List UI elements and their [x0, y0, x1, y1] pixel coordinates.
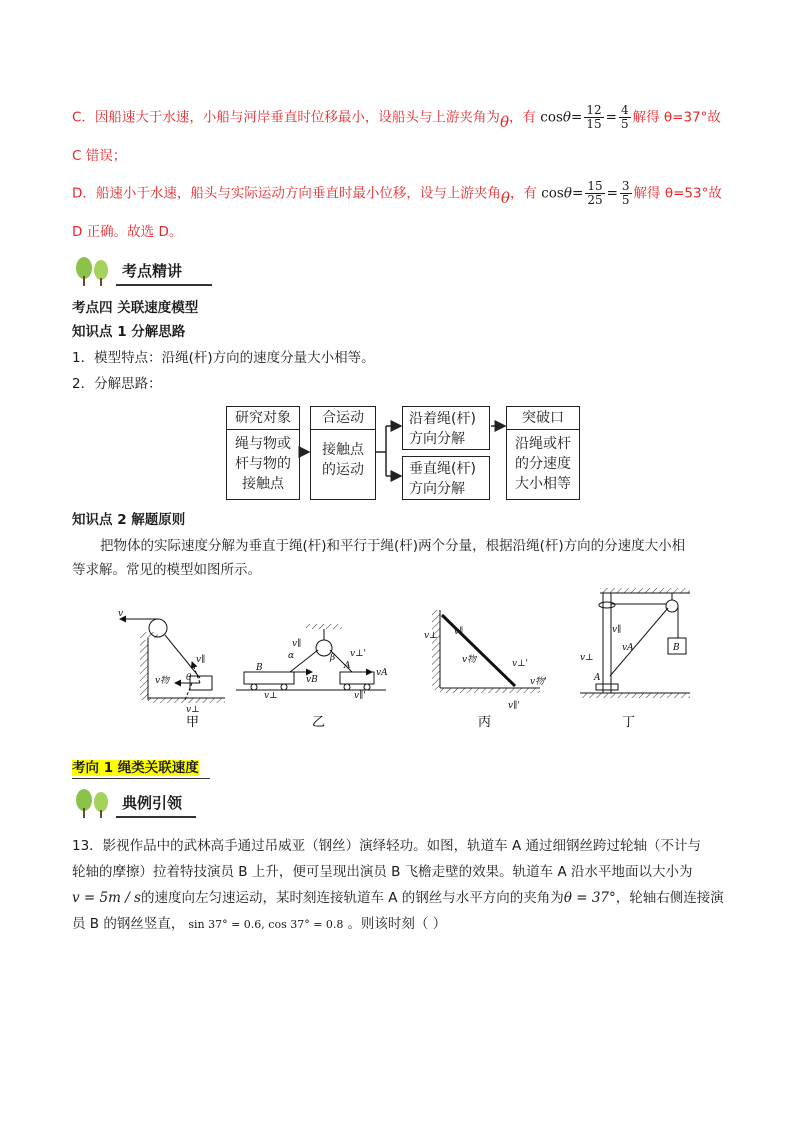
fig-label: v⊥: [424, 631, 438, 641]
section-banner-dianli: [72, 786, 212, 820]
fig-caption-bing: 丙: [478, 715, 492, 730]
k2-para-line2: 等求解。常见的模型如图所示。: [72, 562, 261, 578]
kaoxiang-highlight: 考向 1 绳类关联速度: [72, 760, 199, 776]
k2-heading: 知识点 2 解题原则: [72, 512, 186, 528]
figure-ding: [580, 588, 690, 698]
fig-label: v∥: [454, 627, 464, 637]
figure-jia: [118, 609, 225, 715]
k2-para-line1: 把物体的实际速度分解为垂直于绳(杆)和平行于绳(杆)两个分量，根据沿绳(杆)方向的分速度大小相: [100, 538, 686, 554]
section-heading: 考点四 关联速度模型: [72, 300, 199, 316]
flow-box-body: 绳与物或 杆与物的 接触点: [235, 436, 291, 492]
tree-icon: [72, 788, 116, 818]
fig-label: v∥: [292, 639, 302, 649]
fig-label: vB: [306, 675, 318, 685]
fig-label: v∥': [508, 701, 520, 711]
fig-caption-yi: 乙: [312, 715, 326, 730]
fig-label: θ: [186, 673, 192, 683]
problem-line3: [72, 888, 724, 908]
flow-box-head: 合运动: [311, 407, 375, 430]
fraction: $\frac{3}{5}$: [621, 179, 630, 207]
flow-box-body: 接触点 的运动: [322, 442, 364, 478]
fig-label: v⊥': [512, 659, 529, 669]
fig-caption-ding: 丁: [622, 715, 636, 730]
equals: =: [572, 185, 584, 202]
problem-line4: [72, 914, 446, 935]
fig-label: v⊥: [186, 705, 200, 715]
equals: =: [606, 185, 618, 202]
cos-text: cos: [541, 185, 564, 202]
model-figures: [0, 580, 800, 730]
speed-value: v = 5m / s: [72, 890, 141, 906]
flow-box-head: 研究对象: [227, 407, 299, 430]
cos-text: cos: [540, 109, 563, 126]
equals: =: [571, 109, 583, 126]
figure-bing: [424, 610, 547, 711]
k1-heading: 知识点 1 分解思路: [72, 324, 186, 340]
angle-value: θ = 37°: [563, 890, 616, 906]
trig-values: sin 37° = 0.6, cos 37° = 0.8: [188, 918, 344, 931]
fraction: $\frac{15}{25}$: [587, 179, 603, 207]
fig-label: α: [288, 651, 295, 661]
fraction: $\frac{12}{15}$: [586, 103, 602, 131]
option-d-line2: D 正确。故选 D。: [72, 224, 183, 240]
fig-label: β: [330, 653, 336, 663]
fig-label: v物: [462, 655, 477, 665]
fig-label: v物': [530, 677, 547, 687]
option-c-mid: ，有: [508, 109, 536, 126]
flow-box-body: 沿绳或杆 的分速度 大小相等: [515, 436, 571, 492]
fig-label: v∥': [354, 691, 366, 701]
k1-item1: 1．模型特点：沿绳(杆)方向的速度分量大小相等。: [72, 350, 375, 366]
fig-label: A: [594, 673, 601, 683]
problem-text: ，轮轴右侧连接演: [615, 890, 724, 906]
flow-box-perp: 垂直绳(杆) 方向分解: [402, 456, 490, 500]
option-d-text: D．船速小于水速，船头与实际运动方向垂直时最小位移，设与上游夹角: [72, 185, 501, 202]
flow-box-head: 突破口: [507, 407, 579, 430]
fig-label: v∥: [196, 655, 206, 665]
problem-line2: 轮轴的摩擦）拉着特技演员 B 上升，便可呈现出演员 B 飞檐走壁的效果。轨道车 A 沿水平地面以大小为: [72, 864, 693, 880]
theta-symbol: θ: [563, 185, 572, 202]
flow-box-along: 沿着绳(杆) 方向分解: [402, 406, 490, 450]
fig-label: vA: [376, 668, 388, 678]
k1-item2: 2．分解思路：: [72, 376, 162, 392]
fig-label: v物: [155, 676, 170, 686]
fig-label: A: [344, 661, 351, 671]
fig-label: v: [118, 609, 124, 619]
problem-text: 员 B 的钢丝竖直，: [72, 916, 185, 932]
problem-line1: 13．影视作品中的武林高手通过吊威亚（钢丝）演绎轻功。如图，轨道车 A 通过细钢丝跨过轮轴（不计与: [72, 838, 701, 854]
option-c-text: C．因船速大于水速，小船与河岸垂直时位移最小，设船头与上游夹角为: [72, 109, 500, 126]
figure-yi: [236, 624, 388, 701]
kaoxiang-label: [72, 758, 199, 778]
fig-label: B: [256, 663, 263, 673]
problem-text: 。则该时刻（ ）: [347, 916, 447, 932]
fig-label: B: [673, 643, 680, 653]
fig-label: v⊥: [264, 691, 278, 701]
flowchart-arrows: [0, 0, 800, 520]
fig-label: vA: [622, 643, 634, 653]
theta-symbol: θ: [562, 109, 572, 126]
banner-underline: [116, 816, 196, 818]
banner-title: 考点精讲: [122, 262, 183, 280]
option-d-mid: ，有: [509, 185, 537, 202]
equals: =: [605, 109, 617, 126]
option-c-line2: C 错误；: [72, 148, 127, 164]
fraction: $\frac{4}{5}$: [620, 103, 629, 131]
fig-label: v∥: [612, 625, 622, 635]
fig-label: v⊥: [580, 653, 594, 663]
theta-symbol: θ: [499, 112, 509, 131]
option-c-result: 解得 θ=37°故: [632, 109, 721, 126]
banner-title: 典例引领: [122, 794, 183, 812]
kaoxiang-underline: [72, 778, 210, 779]
fig-caption-jia: 甲: [186, 715, 200, 730]
problem-text: 的速度向左匀速运动，某时刻连接轨道车 A 的钢丝与水平方向的夹角为: [140, 890, 564, 906]
option-d-result: 解得 θ=53°故: [633, 185, 722, 202]
theta-symbol: θ: [500, 188, 510, 207]
fig-label: v⊥': [350, 649, 367, 659]
